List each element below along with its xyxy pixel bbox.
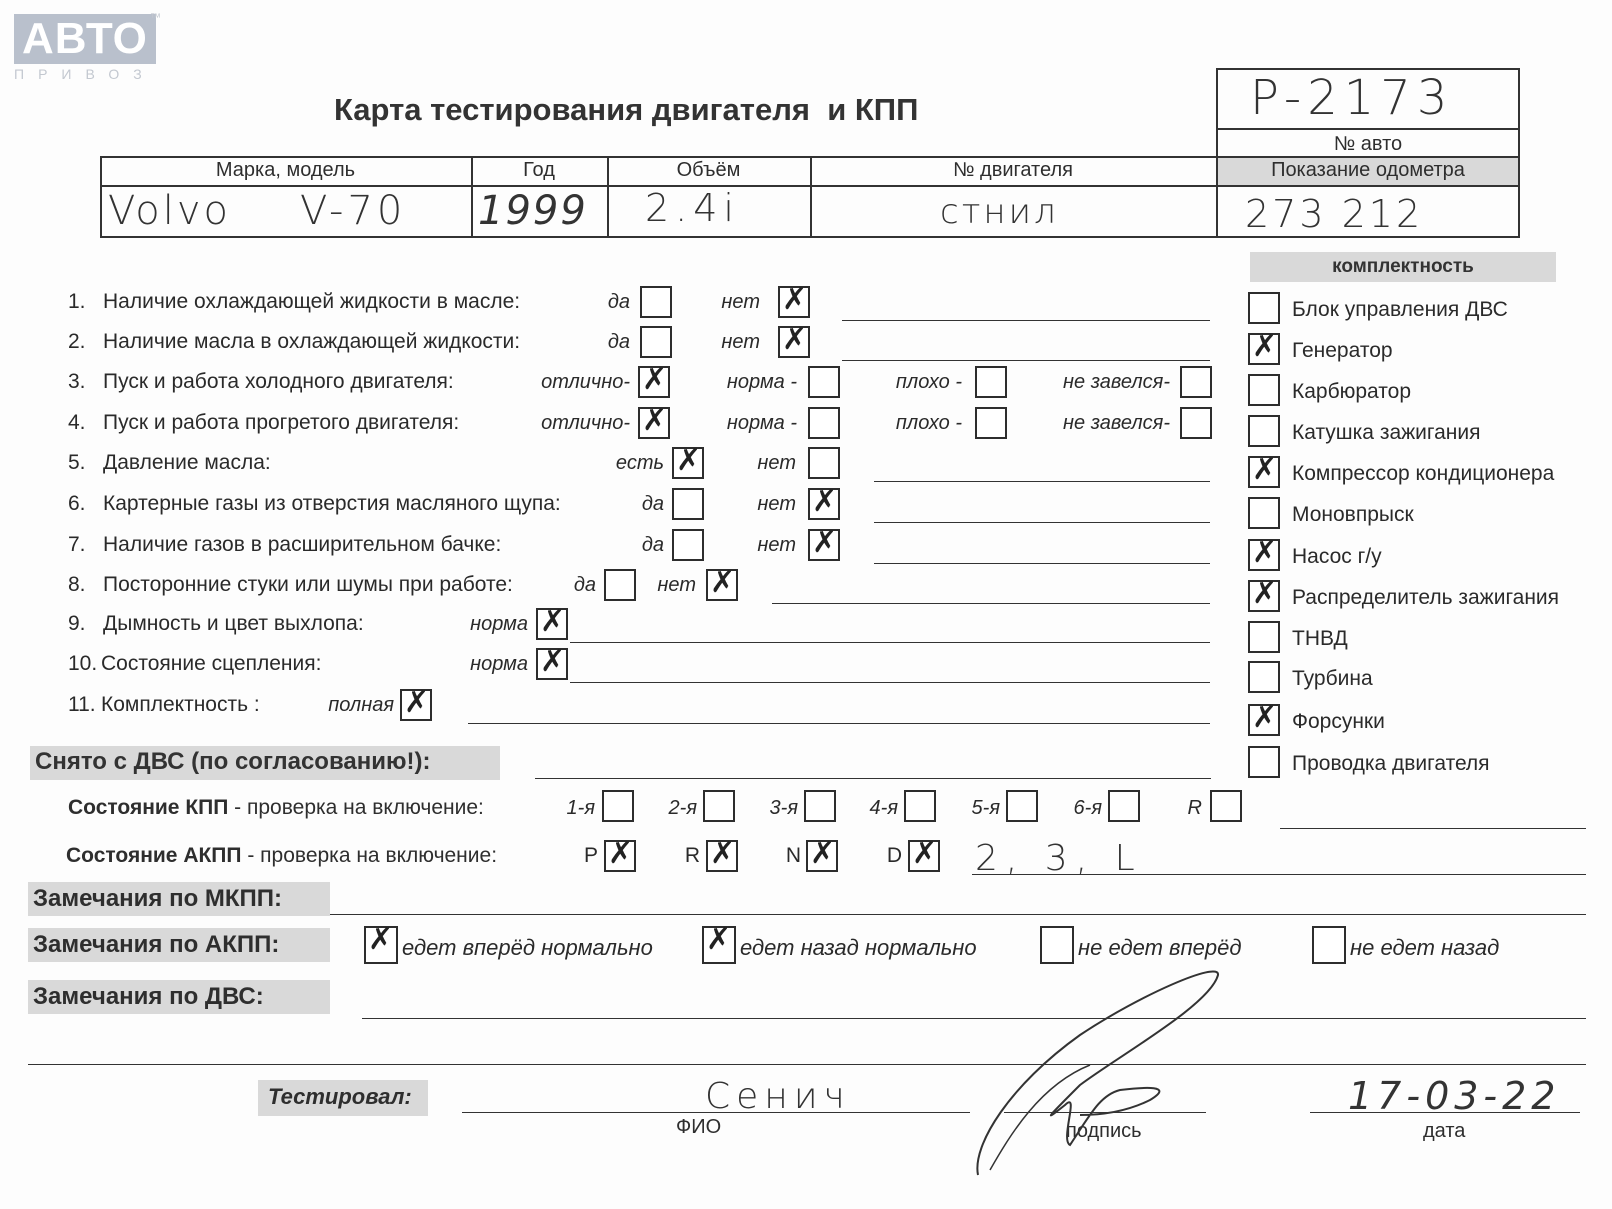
- check-note-line: [842, 360, 1210, 361]
- kpp-gear-label: 2-я: [668, 797, 697, 819]
- check-number: 6.: [68, 492, 86, 515]
- auto-number-value: P-2173: [1250, 70, 1454, 126]
- check-note-line: [874, 522, 1210, 523]
- date-line: [1310, 1112, 1580, 1113]
- check-option-label: нет: [757, 534, 796, 556]
- mkpp-remarks-label: Замечания по МКПП:: [33, 885, 283, 912]
- kpp-gear-checkbox[interactable]: [804, 790, 836, 822]
- completeness-item-label: Форсунки: [1292, 710, 1385, 733]
- akpp-gear-label: R: [684, 844, 700, 867]
- akpp-remark-checkbox[interactable]: [364, 926, 398, 964]
- akpp-remark-label: не едет вперёд: [1078, 935, 1242, 960]
- completeness-title: комплектность: [1332, 256, 1474, 277]
- check-option-checkbox[interactable]: [808, 488, 840, 520]
- check-option-label: норма: [470, 613, 528, 635]
- check-option-label: отлично-: [541, 371, 630, 393]
- check-label: Пуск и работа холодного двигателя:: [103, 370, 454, 393]
- completeness-checkbox[interactable]: [1248, 497, 1280, 529]
- check-option-label: да: [607, 331, 630, 353]
- header-make-model: Марка, модель: [215, 159, 356, 181]
- check-option-label: отлично-: [541, 412, 630, 434]
- completeness-checkbox[interactable]: [1248, 292, 1280, 324]
- kpp-gear-checkbox[interactable]: [1006, 790, 1038, 822]
- check-option-label: норма -: [726, 371, 797, 393]
- header-year: Год: [523, 159, 555, 181]
- completeness-item-label: Блок управления ДВС: [1292, 298, 1508, 321]
- value-make: Volvo: [108, 188, 231, 234]
- kpp-label: [68, 796, 484, 820]
- check-option-label: да: [607, 291, 630, 313]
- check-option-label: не завелся-: [1063, 371, 1170, 393]
- kpp-gear-label: 3-я: [769, 797, 798, 819]
- akpp-gear-checkbox[interactable]: [908, 840, 940, 872]
- check-number: 11.: [68, 693, 96, 716]
- check-label: Состояние сцепления:: [101, 652, 322, 675]
- dvs-remarks-label: Замечания по ДВС:: [33, 983, 264, 1010]
- check-option-label: плохо -: [895, 371, 962, 393]
- mkpp-remarks-line: [330, 914, 1586, 915]
- check-label: Наличие охлаждающей жидкости в масле:: [103, 290, 521, 313]
- check-number: 10.: [68, 652, 98, 675]
- tested-by-label: Тестировал:: [268, 1084, 412, 1109]
- completeness-checkbox[interactable]: [1248, 539, 1280, 571]
- kpp-gear-checkbox[interactable]: [904, 790, 936, 822]
- akpp-remark-label: едет назад нормально: [740, 935, 977, 960]
- check-option-checkbox[interactable]: [638, 407, 670, 439]
- check-note-line: [874, 481, 1210, 482]
- check-option-checkbox[interactable]: [1180, 407, 1212, 439]
- check-option-label: плохо -: [895, 412, 962, 434]
- header-engine-no: № двигателя: [953, 159, 1073, 181]
- check-option-label: не завелся-: [1063, 412, 1170, 434]
- kpp-gear-label: 4-я: [869, 797, 898, 819]
- check-option-checkbox[interactable]: [672, 529, 704, 561]
- akpp-remark-checkbox[interactable]: [702, 926, 736, 964]
- akpp-gear-checkbox[interactable]: [806, 840, 838, 872]
- value-year: 1999: [478, 188, 588, 234]
- check-option-label: да: [573, 574, 596, 596]
- dvs-remarks-line-2: [28, 1064, 1586, 1065]
- completeness-item-label: Моновпрыск: [1292, 503, 1414, 526]
- check-option-checkbox[interactable]: [400, 689, 432, 721]
- completeness-checkbox[interactable]: [1248, 661, 1280, 693]
- completeness-item-label: Компрессор кондиционера: [1292, 462, 1555, 485]
- check-option-checkbox[interactable]: [778, 326, 810, 358]
- check-label: Дымность и цвет выхлопа:: [103, 612, 364, 635]
- check-option-checkbox[interactable]: [778, 286, 810, 318]
- check-number: 1.: [68, 290, 86, 313]
- page-title: Карта тестирования двигателя и КПП: [334, 92, 919, 127]
- check-option-label: нет: [757, 452, 796, 474]
- check-label: Наличие масла в охлаждающей жидкости:: [103, 330, 521, 353]
- completeness-checkbox[interactable]: [1248, 415, 1280, 447]
- completeness-checkbox[interactable]: [1248, 580, 1280, 612]
- kpp-line: [1280, 828, 1586, 829]
- akpp-remark-checkbox[interactable]: [1040, 926, 1074, 964]
- value-model: V-70: [300, 188, 407, 234]
- value-volume: 2.4i: [645, 186, 740, 230]
- completeness-checkbox[interactable]: [1248, 621, 1280, 653]
- logo-tm: ™: [150, 12, 161, 24]
- completeness-item-label: Карбюратор: [1292, 380, 1412, 403]
- akpp-gear-label: N: [785, 844, 801, 867]
- value-odometer: 273 212: [1245, 192, 1424, 236]
- check-option-label: да: [641, 493, 664, 515]
- check-option-checkbox[interactable]: [638, 366, 670, 398]
- check-option-label: норма: [470, 653, 528, 675]
- check-option-checkbox[interactable]: [536, 648, 568, 680]
- signature-scribble: [970, 965, 1230, 1185]
- completeness-checkbox[interactable]: [1248, 746, 1280, 778]
- check-note-line: [874, 563, 1210, 564]
- check-option-checkbox[interactable]: [808, 447, 840, 479]
- kpp-label-rest: - проверка на включение:: [228, 796, 484, 819]
- check-label: Комплектность :: [101, 693, 260, 716]
- removed-line: [535, 778, 1211, 779]
- akpp-label: [66, 844, 497, 868]
- check-label: Картерные газы из отверстия масляного щупа:: [103, 492, 561, 515]
- tester-name: Сенич: [705, 1076, 851, 1117]
- check-option-label: полная: [328, 694, 394, 716]
- kpp-gear-checkbox[interactable]: [1108, 790, 1140, 822]
- value-engine-no: стнил: [940, 192, 1059, 232]
- fio-label: ФИО: [676, 1116, 722, 1138]
- akpp-gear-checkbox[interactable]: [706, 840, 738, 872]
- completeness-item-label: Распределитель зажигания: [1292, 586, 1560, 609]
- header-volume: Объём: [676, 159, 741, 181]
- check-label: Посторонние стуки или шумы при работе:: [103, 573, 513, 596]
- check-note-line: [570, 682, 1210, 683]
- kpp-gear-checkbox[interactable]: [1210, 790, 1242, 822]
- check-note-line: [570, 642, 1210, 643]
- logo-subtext: ПРИВОЗ: [14, 66, 156, 82]
- auto-number-label: № авто: [1216, 130, 1520, 158]
- akpp-gear-checkbox[interactable]: [604, 840, 636, 872]
- check-label: Наличие газов в расширительном бачке:: [103, 533, 502, 556]
- header-odometer: Показание одометра: [1271, 159, 1465, 181]
- signature-label: подпись: [1066, 1120, 1142, 1142]
- check-option-checkbox[interactable]: [808, 407, 840, 439]
- check-option-checkbox[interactable]: [706, 569, 738, 601]
- check-option-checkbox[interactable]: [1180, 366, 1212, 398]
- check-number: 3.: [68, 370, 86, 393]
- kpp-gear-label: R: [1187, 797, 1202, 819]
- fio-line: [462, 1112, 970, 1113]
- date-value: 17-03-22: [1348, 1074, 1561, 1118]
- logo: [14, 14, 156, 82]
- check-number: 4.: [68, 411, 86, 434]
- check-option-checkbox[interactable]: [640, 326, 672, 358]
- check-option-checkbox[interactable]: [975, 366, 1007, 398]
- check-option-label: норма -: [726, 412, 797, 434]
- akpp-remarks-label: Замечания по АКПП:: [33, 931, 280, 958]
- akpp-label-bold: Состояние АКПП: [66, 844, 242, 867]
- check-option-checkbox[interactable]: [640, 286, 672, 318]
- kpp-gear-label: 6-я: [1073, 797, 1102, 819]
- check-label: Давление масла:: [103, 451, 271, 474]
- completeness-item-label: Катушка зажигания: [1292, 421, 1481, 444]
- check-option-label: есть: [615, 452, 664, 474]
- check-number: 2.: [68, 330, 86, 353]
- check-option-label: нет: [657, 574, 696, 596]
- completeness-item-label: Турбина: [1292, 667, 1373, 690]
- completeness-checkbox[interactable]: [1248, 333, 1280, 365]
- completeness-item-label: Насос г/у: [1292, 545, 1382, 568]
- akpp-label-rest: - проверка на включение:: [241, 844, 498, 867]
- check-option-label: нет: [721, 291, 760, 313]
- removed-label: Снято с ДВС (по согласованию!):: [35, 748, 431, 775]
- kpp-label-bold: Состояние КПП: [68, 796, 229, 819]
- akpp-remark-label: едет вперёд нормально: [402, 935, 653, 960]
- completeness-item-label: ТНВД: [1292, 627, 1348, 650]
- check-note-line: [468, 723, 1210, 724]
- check-option-checkbox[interactable]: [672, 488, 704, 520]
- check-option-checkbox[interactable]: [604, 569, 636, 601]
- check-option-checkbox[interactable]: [672, 447, 704, 479]
- check-number: 8.: [68, 573, 86, 596]
- date-label: дата: [1423, 1120, 1466, 1142]
- akpp-line: [972, 874, 1586, 875]
- kpp-gear-label: 5-я: [971, 797, 1000, 819]
- check-number: 9.: [68, 612, 86, 635]
- check-option-checkbox[interactable]: [536, 608, 568, 640]
- check-note-line: [842, 320, 1210, 321]
- check-label: Пуск и работа прогретого двигателя:: [103, 411, 460, 434]
- check-number: 5.: [68, 451, 86, 474]
- completeness-checkbox[interactable]: [1248, 456, 1280, 488]
- akpp-gear-label: D: [886, 844, 902, 867]
- check-option-label: да: [641, 534, 664, 556]
- logo-text: АВТО: [14, 14, 156, 64]
- check-option-label: нет: [757, 493, 796, 515]
- check-note-line: [772, 603, 1210, 604]
- check-option-checkbox[interactable]: [975, 407, 1007, 439]
- check-option-checkbox[interactable]: [808, 366, 840, 398]
- completeness-item-label: Генератор: [1292, 339, 1393, 362]
- akpp-gear-label: P: [583, 844, 598, 867]
- check-option-label: нет: [721, 331, 760, 353]
- akpp-note: 2, 3, L: [975, 838, 1143, 879]
- kpp-gear-checkbox[interactable]: [602, 790, 634, 822]
- check-option-checkbox[interactable]: [808, 529, 840, 561]
- check-number: 7.: [68, 533, 86, 556]
- kpp-gear-label: 1-я: [566, 797, 595, 819]
- completeness-checkbox[interactable]: [1248, 374, 1280, 406]
- completeness-checkbox[interactable]: [1248, 704, 1280, 736]
- completeness-item-label: Проводка двигателя: [1292, 752, 1490, 775]
- akpp-remark-label: не едет назад: [1350, 935, 1500, 960]
- akpp-remark-checkbox[interactable]: [1312, 926, 1346, 964]
- kpp-gear-checkbox[interactable]: [703, 790, 735, 822]
